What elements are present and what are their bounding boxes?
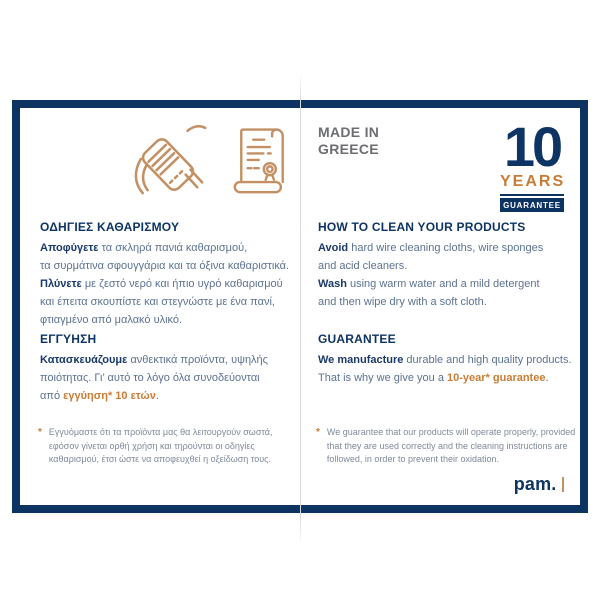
icons-row [134, 116, 291, 204]
guarantee-section-el [40, 332, 268, 405]
footnote-text-el: Εγγυόμαστε ότι τα προϊόντα μας θα λειτουργούν σωστά, εφόσον γίνεται ορθή χρήση και τηρούνται οι οδηγίες καθαρισμού, έτσι ώστε να αποφευχθεί η οξείδωση τους. [48, 427, 273, 464]
cleaning-section-el [40, 220, 289, 329]
guarantee-text-en: We manufacture durable and high quality products. That is why we give you a 10-year* guarantee. [318, 354, 572, 384]
badge-divider-rule [500, 194, 564, 196]
logo-cursor-bar [562, 477, 565, 492]
guarantee-heading-el: ΕΓΓΥΗΣΗ [40, 332, 97, 346]
made-in-greece-label [318, 124, 379, 158]
footnote-asterisk-en: * [316, 427, 320, 438]
pam-logo-text: pam. [513, 474, 557, 494]
made-in-line1: MADE IN [318, 124, 380, 140]
made-in-line2: GREECE [318, 141, 379, 157]
cleaning-section-en [318, 220, 543, 311]
guarantee-text-el: Κατασκευάζουμε ανθεκτικά προϊόντα, υψηλής ποιότητας. Γι’ αυτό το λόγο όλα συνοδεύονται από εγγύηση* 10 ετών. [40, 354, 268, 402]
hand-wiping-cloth-icon [134, 116, 208, 204]
center-fold-line [300, 72, 301, 545]
footnote-asterisk-el: * [38, 427, 42, 438]
badge-guarantee-label: GUARANTEE [500, 198, 564, 212]
footnote-en [316, 426, 578, 467]
guarantee-heading-en: GUARANTEE [318, 332, 396, 346]
badge-number: 10 [503, 115, 561, 178]
cleaning-text-el: Αποφύγετε τα σκληρά πανιά καθαρισμού, τα συρμάτινα σφουγγάρια και τα όξινα καθαριστικά. Πλύνετε με ζεστό νερό και ήπιο υγρό καθαρισμού και έπειτα σκουπίστε και στεγνώστε με ένα πανί, φτιαγμένο από μαλακό υλικό. [40, 242, 290, 326]
cleaning-heading-en: HOW TO CLEAN YOUR PRODUCTS [318, 220, 526, 234]
ten-years-guarantee-badge [500, 115, 566, 212]
footnote-text-en: We guarantee that our products will operate properly, provided that they are used correctly and the cleaning instructions are followed, in order to prevent their oxidation. [326, 427, 576, 464]
badge-years-label: YEARS [500, 173, 566, 190]
cleaning-text-en: Avoid hard wire cleaning cloths, wire sponges and acid cleaners. Wash using warm water and a mild detergent and then wipe dry with a soft cloth. [318, 242, 544, 308]
guarantee-section-en [318, 332, 572, 387]
certificate-scroll-icon [221, 116, 291, 202]
cleaning-heading-el: ΟΔΗΓΙΕΣ ΚΑΘΑΡΙΣΜΟΥ [40, 220, 180, 234]
pam-logo [514, 474, 564, 495]
footnote-el [38, 426, 306, 467]
